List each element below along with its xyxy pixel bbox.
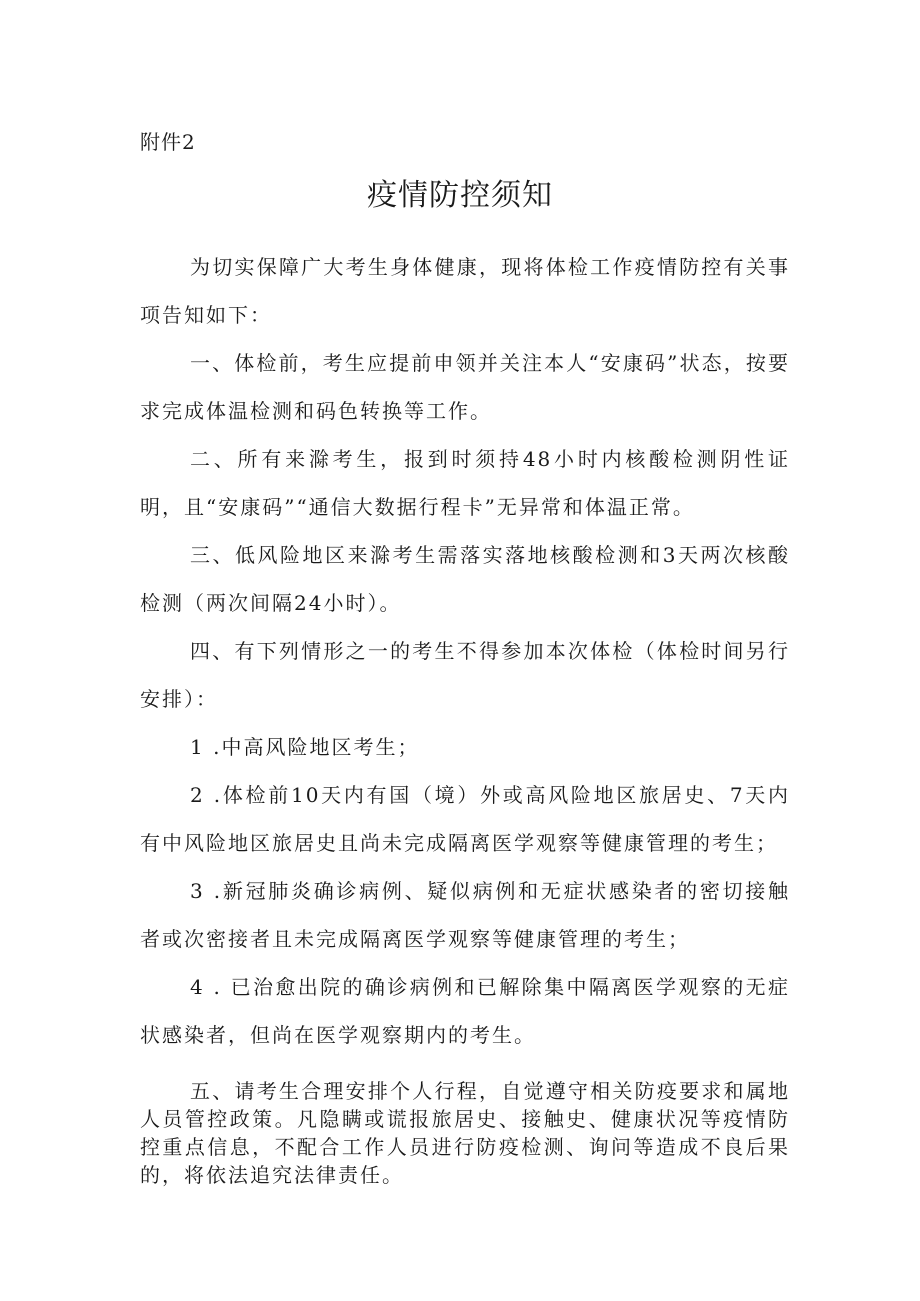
document-body — [140, 243, 790, 1189]
page-title: 疫情防控须知 — [367, 178, 553, 213]
subitem-2-paragraph: 2 .体检前10天内有国（境）外或高风险地区旅居史、7天内有中风险地区旅居史且尚未完成隔离医学观察等健康管理的考生； — [140, 783, 790, 855]
item-4-paragraph: 四、有下列情形之一的考生不得参加本次体检（体检时间另行安排）： — [140, 639, 790, 711]
subitem-1-paragraph: 1 .中高风险地区考生； — [190, 735, 420, 759]
item-5-paragraph: 五、请考生合理安排个人行程，自觉遵守相关防疫要求和属地人员管控政策。凡隐瞒或谎报旅居史、接触史、健康状况等疫情防控重点信息，不配合工作人员进行防疫检测、询问等造成不良后果的，将依法追究法律责任。 — [140, 1079, 790, 1187]
item-2-paragraph: 二、所有来滁考生，报到时须持48小时内核酸检测阴性证明，且“安康码”“通信大数据行程卡”无异常和体温正常。 — [140, 447, 790, 519]
intro-paragraph: 为切实保障广大考生身体健康，现将体检工作疫情防控有关事项告知如下： — [140, 255, 790, 327]
subitem-3-paragraph: 3 .新冠肺炎确诊病例、疑似病例和无症状感染者的密切接触者或次密接者且未完成隔离医学观察等健康管理的考生； — [140, 879, 790, 951]
item-1-paragraph: 一、体检前，考生应提前申领并关注本人“安康码”状态，按要求完成体温检测和码色转换等工作。 — [140, 351, 790, 423]
item-3-paragraph: 三、低风险地区来滁考生需落实落地核酸检测和3天两次核酸检测（两次间隔24小时）。 — [140, 543, 790, 615]
subitem-4-paragraph: 4 . 已治愈出院的确诊病例和已解除集中隔离医学观察的无症状感染者，但尚在医学观察期内的考生。 — [140, 975, 790, 1047]
attachment-label: 附件2 — [140, 130, 196, 154]
